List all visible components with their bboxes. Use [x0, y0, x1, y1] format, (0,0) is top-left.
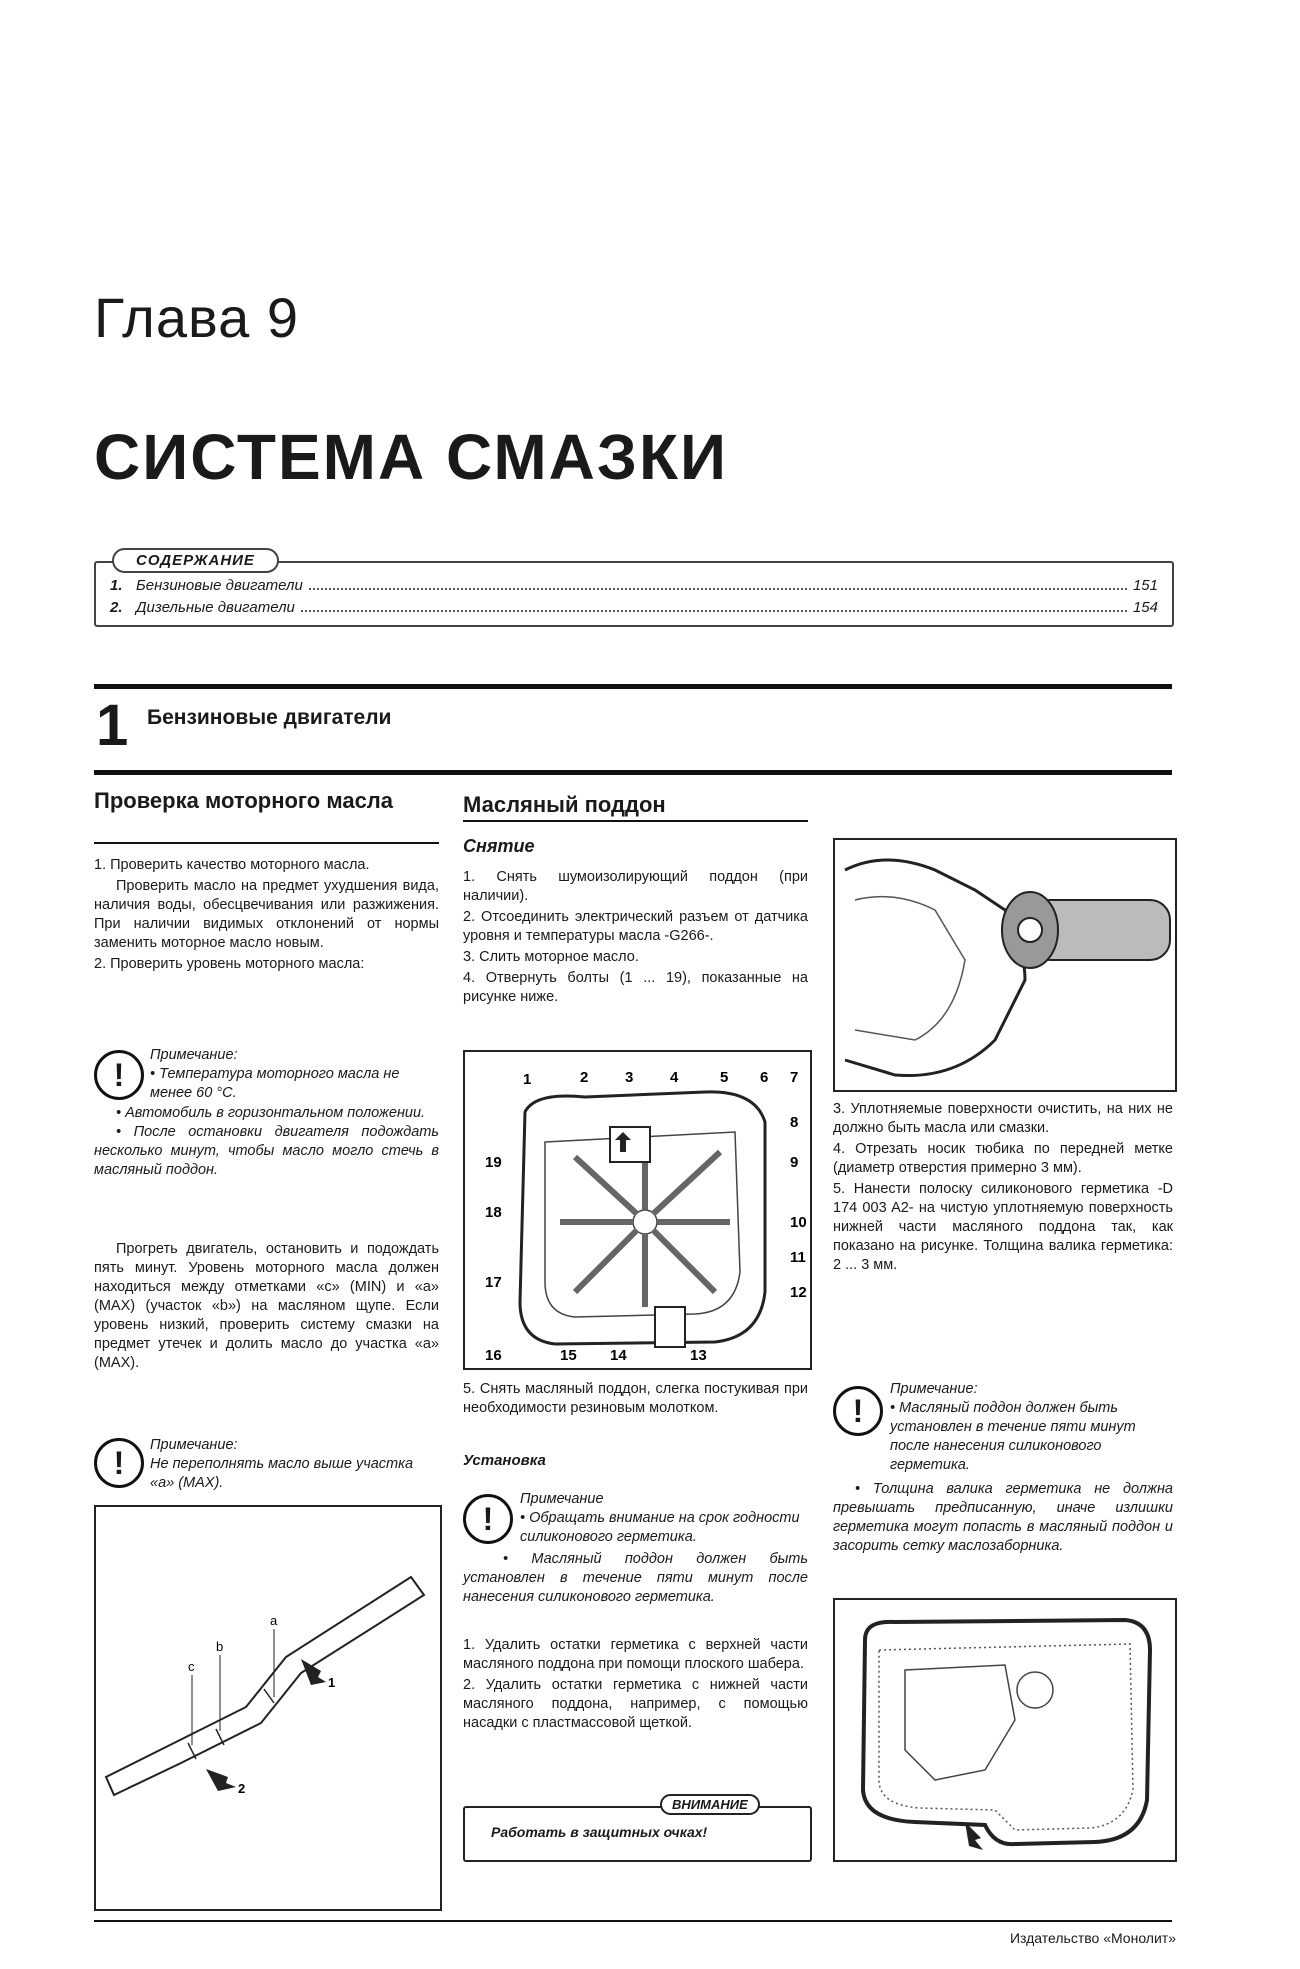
- install-step: 3. Уплотняемые поверхности очистить, на них не должно быть масла или смазки.: [833, 1101, 1173, 1136]
- figure-arrow-2: 2: [238, 1781, 246, 1796]
- sealant-pump-figure: [833, 838, 1177, 1092]
- bolt-callout-number: 15: [560, 1347, 577, 1364]
- bolt-callout-number: 16: [485, 1347, 502, 1364]
- bolt-callout-number: 2: [580, 1069, 589, 1086]
- removal-step: 5. Снять масляный поддон, слегка постукивая при необходимости резиновым молотком.: [463, 1381, 808, 1416]
- figure-label-c: c: [188, 1659, 195, 1674]
- toc-item[interactable]: [110, 577, 1158, 594]
- col3-steps: [833, 1100, 1173, 1277]
- note-line: • Обращать внимание на срок годности силиконового герметика.: [520, 1510, 800, 1545]
- toc-leader: [301, 610, 1127, 612]
- removal-step: 1. Снять шумоизолирующий поддон (при наличии).: [463, 869, 808, 904]
- exclamation-icon: !: [94, 1438, 144, 1488]
- bolt-callout-number: 8: [790, 1114, 799, 1131]
- toc-item-number: 2.: [110, 599, 123, 616]
- col2-heading: Масляный поддон: [463, 792, 666, 817]
- col1-step-2: 2. Проверить уровень моторного масла:: [94, 956, 365, 972]
- bolt-callout-number: 18: [485, 1204, 502, 1221]
- bolt-callout-number: 19: [485, 1154, 502, 1171]
- oil-pan-bolts-figure: [463, 1050, 812, 1370]
- arrow-icon: [301, 1659, 326, 1685]
- note-label: Примечание:: [150, 1437, 238, 1453]
- note-line: • Масляный поддон должен быть установлен в течение пяти минут после нанесения силиконового герметика.: [463, 1551, 808, 1605]
- col1-heading-rule: [94, 842, 439, 844]
- note-line: • Температура моторного масла не менее 60 °С.: [150, 1066, 400, 1101]
- note-text: Не переполнять масло выше участка «а» (MAX).: [150, 1456, 414, 1491]
- bolt-callout-number: 10: [790, 1214, 807, 1231]
- install-step: 5. Нанести полоску силиконового герметика -D 174 003 A2- на чистую уплотняемую поверхность нижней части масляного поддона так, как показано на рисунке. Толщина валика герметика: 2 ... 3 мм.: [833, 1181, 1173, 1273]
- warning-box: [463, 1806, 812, 1862]
- section-rule-bottom: [94, 770, 1172, 775]
- col1-note1: [150, 1046, 440, 1103]
- col3-note-cont: [833, 1480, 1173, 1556]
- removal-step: 4. Отвернуть болты (1 ... 19), показанные на рисунке ниже.: [463, 970, 808, 1005]
- bolt-callout-number: 13: [690, 1347, 707, 1364]
- col2-heading-rule: [463, 820, 808, 822]
- exclamation-icon: !: [463, 1494, 513, 1544]
- toc-item-page: 151: [1132, 577, 1158, 594]
- bolt-callout-number: 5: [720, 1069, 729, 1086]
- chapter-label: Глава 9: [94, 286, 299, 349]
- col1-note1-cont: [94, 1104, 439, 1180]
- toc-item-number: 1.: [110, 577, 123, 594]
- warning-text: Работать в защитных очках!: [491, 1824, 708, 1840]
- removal-step: 3. Слить моторное масло.: [463, 949, 639, 965]
- col1-paragraph: Проверить масло на предмет ухудшения вида, наличия воды, обесцвечивания или разжижения. При наличии видимых отклонений от нормы заменить моторное масло новым.: [94, 878, 439, 951]
- bolt-callout-number: 4: [670, 1069, 679, 1086]
- warning-label: ВНИМАНИЕ: [660, 1794, 760, 1815]
- toc-item-text: Бензиновые двигатели: [136, 577, 303, 594]
- install-steps: [463, 1636, 808, 1735]
- install-step: 4. Отрезать носик тюбика по передней метке (диаметр отверстия примерно 3 мм).: [833, 1141, 1173, 1176]
- note-label: Примечание:: [150, 1047, 238, 1063]
- removal-heading: Снятие: [463, 836, 535, 856]
- arrow-icon: [206, 1769, 236, 1791]
- section-number: 1: [96, 693, 129, 758]
- section-title: Бензиновые двигатели: [147, 706, 392, 729]
- bolt-callout-number: 14: [610, 1347, 627, 1364]
- removal-step-5: [463, 1380, 808, 1420]
- col1-paragraph: Прогреть двигатель, остановить и подождать пять минут. Уровень моторного масла должен находиться между отметками «с» (MIN) и «а» (MAX) (участок «b») на масляном щупе. Если уровень низкий, проверить систему смазки на предмет утечек и долить масло до участка «а» (MAX).: [94, 1241, 439, 1371]
- exclamation-icon: !: [94, 1050, 144, 1100]
- oil-pan-bolts-drawing: [465, 1052, 810, 1368]
- note-label: Примечание: [520, 1491, 604, 1507]
- note-line: • Автомобиль в горизонтальном положении.: [116, 1105, 426, 1121]
- removal-step: 2. Отсоединить электрический разъем от датчика уровня и температуры масла -G266-.: [463, 909, 808, 944]
- col2-note-cont: [463, 1550, 808, 1607]
- removal-steps: [463, 868, 808, 1009]
- col3-note: [890, 1380, 1173, 1475]
- toc-label: СОДЕРЖАНИЕ: [112, 548, 279, 573]
- section-rule-top: [94, 684, 1172, 689]
- col1-paragraph-2: [94, 1240, 439, 1375]
- bolt-callout-number: 11: [790, 1249, 806, 1266]
- col2-note: [520, 1490, 808, 1547]
- col1-heading: Проверка моторного масла: [94, 788, 394, 813]
- note-line: • Масляный поддон должен быть установлен в течение пяти минут после нанесения силиконового герметика.: [890, 1400, 1136, 1473]
- bolt-callout-number: 6: [760, 1069, 769, 1086]
- sealant-bead-figure: [833, 1598, 1177, 1862]
- exclamation-icon: !: [833, 1386, 883, 1436]
- toc-item-page: 154: [1132, 599, 1158, 616]
- bolt-callout-number: 9: [790, 1154, 799, 1171]
- publisher: Издательство «Монолит»: [1009, 1930, 1176, 1946]
- col1-intro: [94, 856, 439, 976]
- install-step: 1. Удалить остатки герметика с верхней части масляного поддона при помощи плоского шабера.: [463, 1637, 808, 1672]
- note-line: • Толщина валика герметика не должна превышать предписанную, иначе излишки герметика могут попасть в масляный поддон и засорить сетку маслозаборника.: [833, 1481, 1173, 1554]
- sealant-bead-drawing: [835, 1600, 1175, 1860]
- figure-label-b: b: [216, 1639, 224, 1654]
- install-heading: Установка: [463, 1452, 546, 1469]
- bolt-callout-number: 1: [523, 1071, 532, 1088]
- toc-leader: [309, 588, 1127, 590]
- sealant-pump-drawing: [835, 840, 1175, 1090]
- toc-item[interactable]: [110, 599, 1158, 616]
- bolt-callout-number: 17: [485, 1274, 502, 1291]
- bolt-callout-number: 7: [790, 1069, 799, 1086]
- bolt-callout-number: 12: [790, 1284, 807, 1301]
- col1-step-1: 1. Проверить качество моторного масла.: [94, 857, 370, 873]
- install-step: 2. Удалить остатки герметика с нижней части масляного поддона, например, с помощью насадки с пластмассовой щеткой.: [463, 1677, 808, 1731]
- col1-note2: [150, 1436, 440, 1493]
- figure-arrow-1: 1: [328, 1675, 336, 1690]
- bolt-callout-number: 3: [625, 1069, 634, 1086]
- figure-label-a: a: [270, 1613, 278, 1628]
- footer-rule: [94, 1920, 1172, 1922]
- dipstick-figure: [94, 1505, 442, 1911]
- toc-item-text: Дизельные двигатели: [136, 599, 295, 616]
- dipstick-drawing: [96, 1507, 440, 1909]
- note-line: • После остановки двигателя подождать несколько минут, чтобы масло могло стечь в масляный поддон.: [94, 1124, 439, 1178]
- note-label: Примечание:: [890, 1381, 978, 1397]
- chapter-title: СИСТЕМА СМАЗКИ: [94, 421, 728, 493]
